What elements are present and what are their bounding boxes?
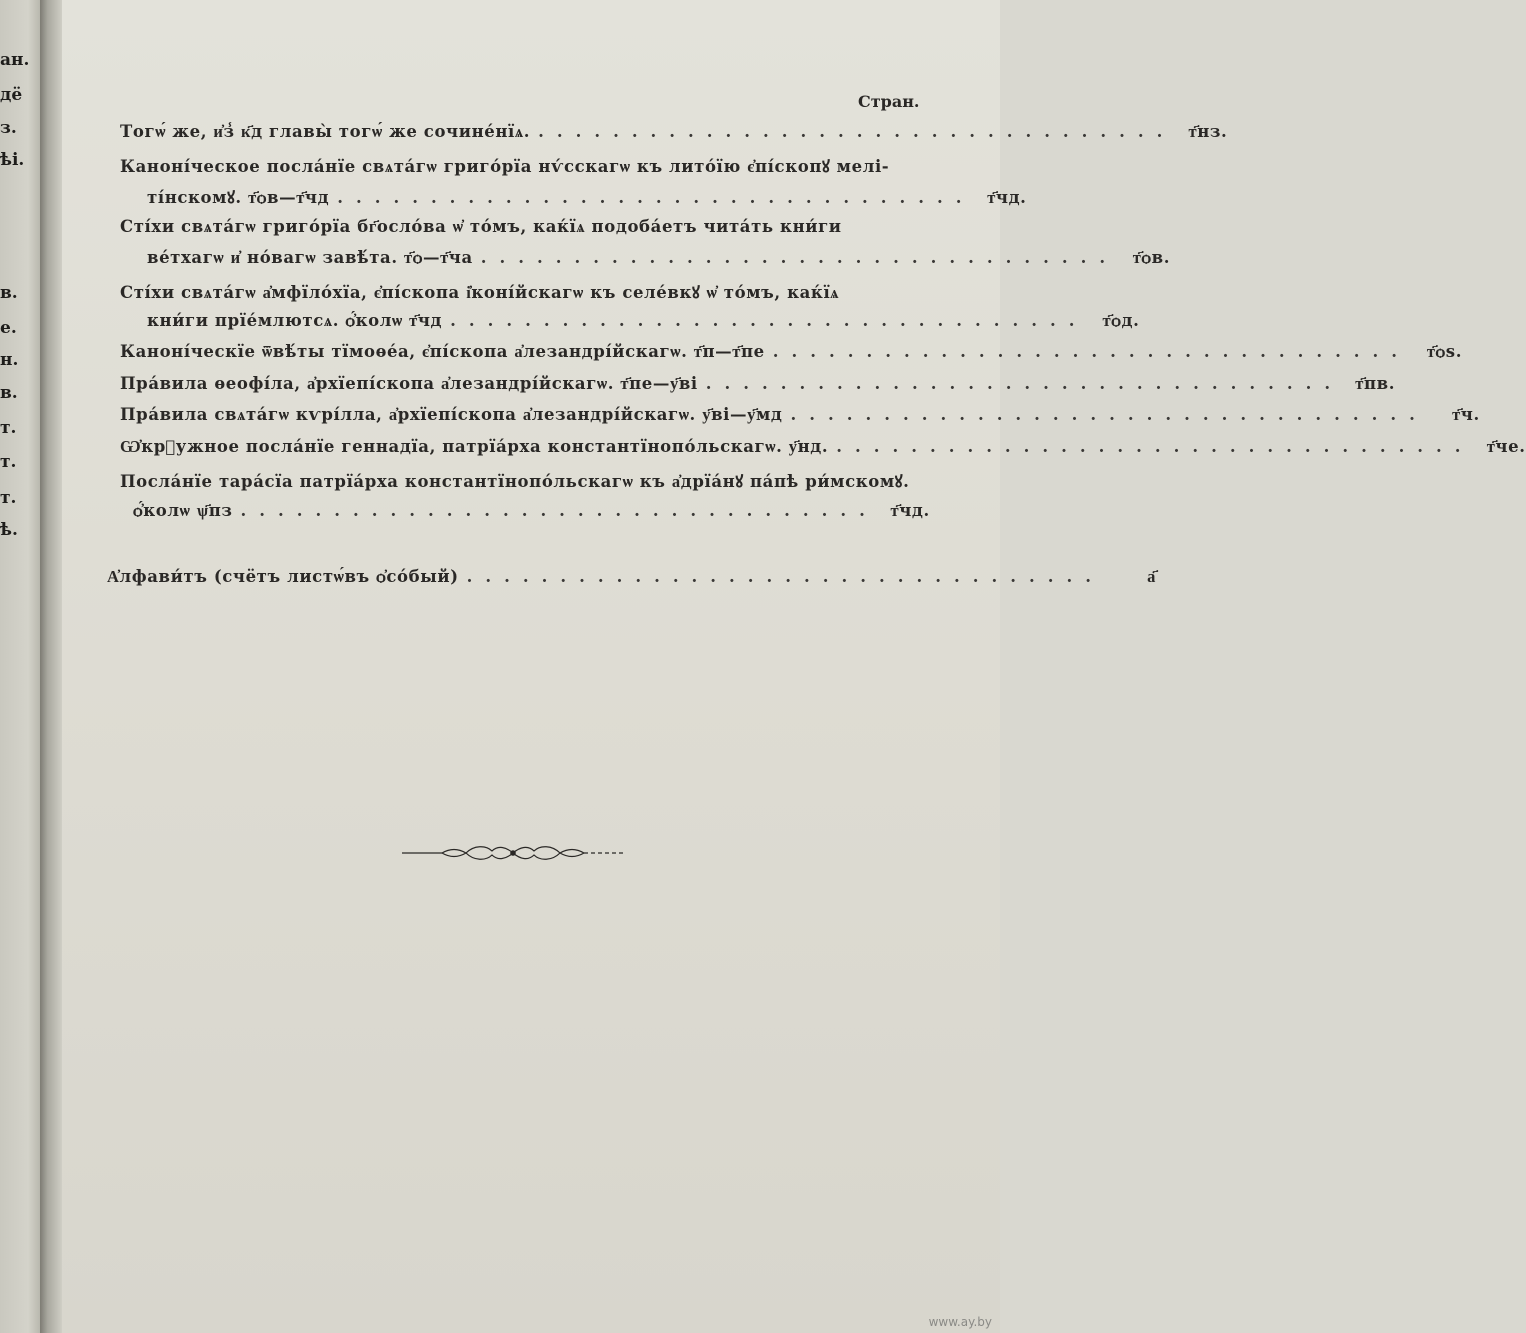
leader-dots: ..................................: [466, 567, 1104, 586]
toc-entry: [147, 185, 1027, 208]
toc-entry: [120, 374, 1396, 394]
leader-dots: ..................................: [337, 188, 975, 207]
toc-page-number: т҃нз.: [1188, 122, 1228, 141]
ornament-divider: [402, 842, 624, 864]
watermark: www.ay.by: [928, 1315, 992, 1329]
facing-page-edge: [0, 0, 40, 1333]
toc-entry-title: Каноні́ческїе ѿвѣ́ты тїмоѳе́а, є҆пі́скопа а҆лезандрі́йскагѡ. т҃п—т҃пе: [120, 342, 765, 361]
facing-page-text: в.: [0, 283, 18, 303]
facing-page-text: н.: [0, 350, 19, 370]
toc-page-number: т҃че.: [1486, 437, 1526, 456]
facing-page-text: т.: [0, 418, 17, 438]
toc-entry-title: А҆лфави́тъ (счётъ листѡ́въ ѻ҆со́бый): [107, 567, 459, 586]
toc-page-number: т҃чд.: [890, 501, 930, 520]
toc-entry: [147, 311, 1140, 331]
toc-entry-title-cont: ті́нскомꙋ. т҃ѻв—т҃чд: [147, 188, 330, 207]
facing-page-text: ѣ.: [0, 520, 18, 540]
leader-dots: ..................................: [790, 405, 1428, 424]
leader-dots: ..................................: [480, 248, 1119, 267]
toc-entry-title-cont: ѻ҆́колѡ ѱ҃пз: [133, 501, 233, 520]
leader-dots: ..................................: [538, 122, 1176, 141]
toc-entry-title: Сті́хи свѧта́гѡ григо́рїа бг҃осло́ва ѡ҆ то́мъ, каќїѧ подоба́етъ чита́ть кни́ги: [120, 217, 842, 236]
toc-page-number: т҃чд.: [987, 188, 1027, 207]
leader-dots: ..................................: [240, 501, 878, 520]
toc-page-number: т҃ѻд.: [1102, 311, 1140, 330]
facing-page-text: т.: [0, 452, 17, 472]
leader-dots: ..................................: [450, 311, 1088, 330]
toc-entry-alphabet: [107, 567, 1156, 587]
toc-entry: [120, 122, 1228, 142]
facing-page-text: з.: [0, 118, 17, 138]
toc-entry-title-cont: ве́тхагѡ и҆ но́вагѡ завѣ́та. т҃ѻ—т҃ча: [147, 248, 473, 267]
toc-entry: [120, 342, 1463, 362]
toc-page-number: а҃: [1147, 567, 1156, 586]
toc-entry: [120, 405, 1480, 425]
page-column-header: Стран.: [858, 92, 920, 111]
facing-page-text: е.: [0, 318, 17, 338]
toc-page-number: т҃ѻѕ.: [1426, 342, 1463, 361]
toc-page-number: т҃ѻв.: [1132, 248, 1171, 267]
toc-entry-title-cont: кни́ги прїе́млютсѧ. ѻ҆́колѡ т҃чд: [147, 311, 443, 330]
facing-page-text: в.: [0, 383, 18, 403]
facing-page-text: т.: [0, 488, 17, 508]
toc-page-number: т҃пв.: [1355, 374, 1396, 393]
toc-entry-title: Пра́вила свѧта́гѡ кѵрі́лла, а҆рхїепі́скопа а҆лезандрі́йскагѡ. у҃ві—у҃мд: [120, 405, 783, 424]
toc-entry-title: Каноні́ческое посла́нїе свѧта́гѡ григо́рїа нѵ́сскагѡ къ лито́їю є҆пі́скопꙋ мелі-: [120, 157, 890, 176]
facing-page-text: дё: [0, 85, 23, 105]
toc-page-number: т҃ч.: [1452, 405, 1480, 424]
leader-dots: ..................................: [772, 342, 1411, 361]
facing-page-text: ан.: [0, 50, 30, 70]
facing-page-text: ѣі.: [0, 150, 25, 170]
toc-entry-title: Тогѡ́ же, и҆з̾ к҃д главы̀ тогѡ́ же сочине́нїѧ.: [120, 122, 531, 141]
toc-entry-title: Пра́вила ѳеофі́ла, а҆рхїепі́скопа а҆лезандрі́йскагѡ. т҃пе—у҃ві: [120, 374, 698, 393]
toc-entry: [133, 501, 930, 521]
leader-dots: ..................................: [705, 374, 1344, 393]
leader-dots: ..................................: [836, 437, 1474, 456]
toc-entry: [147, 248, 1171, 268]
toc-entry: [120, 437, 1526, 457]
toc-entry-title: Сті́хи свѧта́гѡ а҆мфїло́хїа, є҆пі́скопа і҆коні́йскагѡ къ селе́вкꙋ ѡ҆ то́мъ, каќїѧ: [120, 283, 840, 302]
book-gutter: [40, 0, 62, 1333]
toc-entry-title: Посла́нїе тара́сїа патрїа́рха константїнопо́льскагѡ къ а҆дрїа́нꙋ па́пѣ ри́мскомꙋ.: [120, 472, 910, 491]
toc-entry-title: Ѡ҆кр꙽ужное посла́нїе геннадїа, патрїа́рха константїнопо́льскагѡ. у҃нд.: [120, 437, 829, 456]
